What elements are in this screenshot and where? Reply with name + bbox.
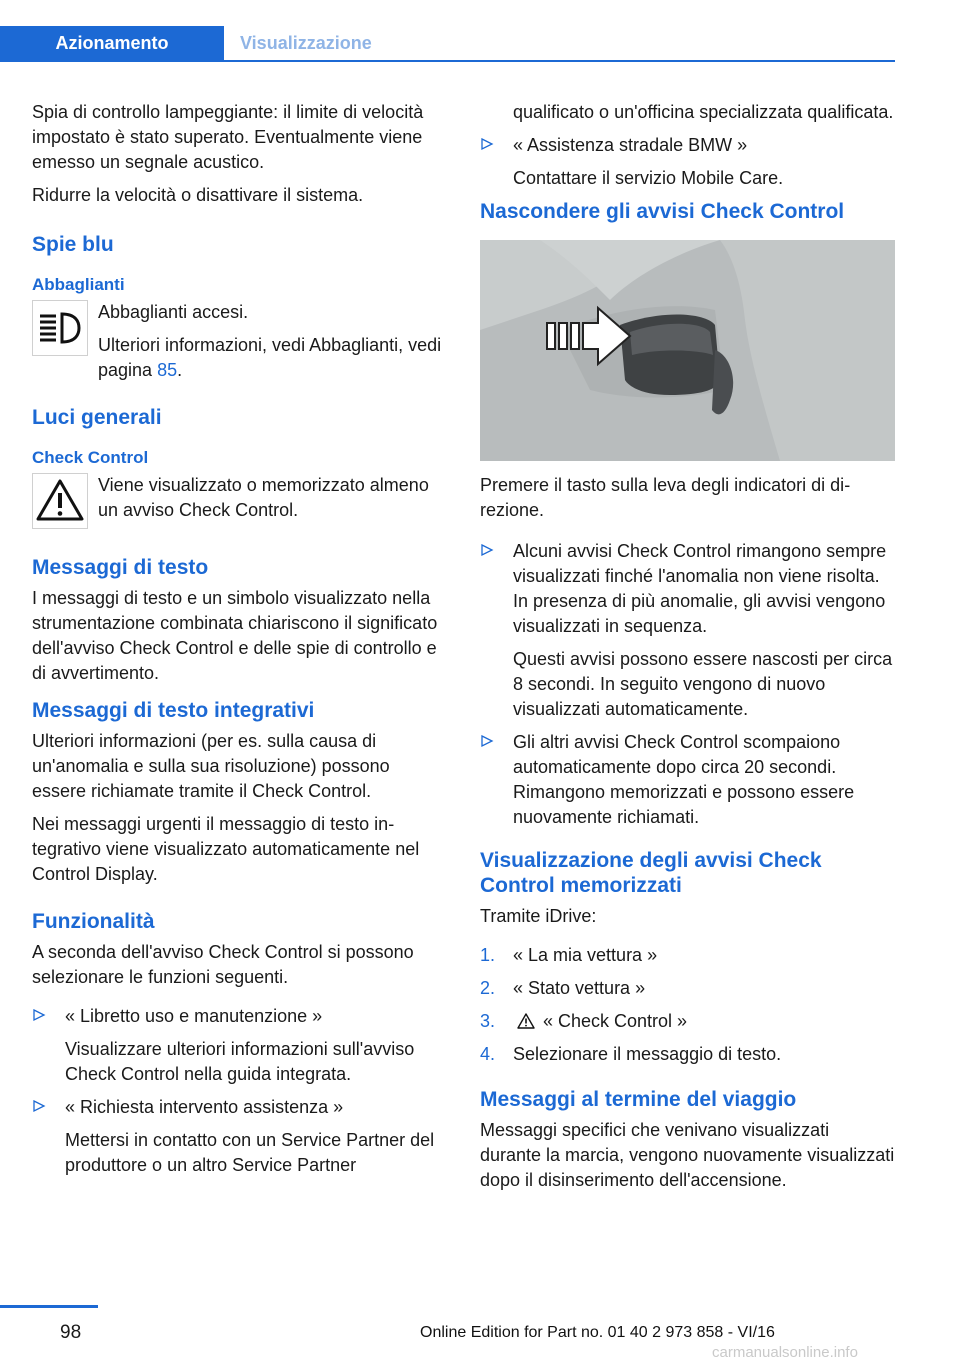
bullet-title: « Richiesta intervento assistenza » — [65, 1097, 344, 1117]
edition-label: Online Edition for Part no. 01 40 2 973 858 - VI/16 — [420, 1324, 775, 1341]
tab-azionamento[interactable]: Azionamento — [0, 26, 224, 62]
heading-visualizzazione: Visualizzazione degli avvisi Check Control memorizzati — [480, 849, 822, 897]
step-item — [480, 1009, 895, 1034]
step-number: 1. — [480, 945, 496, 965]
check-control-text: Viene visualizzato o memorizzato almeno un avviso Check Control. — [98, 475, 429, 520]
heading-check-control: Check Control — [32, 448, 149, 467]
heading-spie-blu: Spie blu — [32, 233, 114, 256]
step-text: Selezionare il messaggio di testo. — [513, 1044, 782, 1064]
bullet-title: « Libretto uso e manutenzione » — [65, 1006, 323, 1026]
step-number: 3. — [480, 1011, 496, 1031]
tramite-text: Tramite iDrive: — [480, 906, 597, 926]
bullet-triangle-icon — [32, 1099, 46, 1113]
step-text: « Stato vettura » — [513, 978, 646, 998]
heading-termine-viaggio: Messaggi al termine del viaggio — [480, 1088, 797, 1111]
turn-signal-lever-photo — [480, 240, 895, 461]
integrativi-text-2: Nei messaggi urgenti il messaggio di testo integrativo viene visualizzato automaticamente nel Control Display. — [32, 814, 420, 884]
step-item — [480, 1042, 895, 1067]
right-column — [480, 100, 895, 1201]
bullet-triangle-icon — [480, 137, 494, 151]
assist-list — [480, 133, 895, 191]
page-number: 98 — [60, 1322, 82, 1343]
step-item — [480, 976, 895, 1001]
footer-divider — [0, 1305, 98, 1308]
premere-text: Premere il tasto sulla leva degli indicatori di direzione. — [480, 475, 851, 520]
heading-luci-generali: Luci generali — [32, 406, 162, 429]
function-list — [32, 1004, 447, 1178]
abbaglianti-ref-end: . — [177, 360, 183, 380]
funzionalita-text: A seconda dell'avviso Check Control si possono selezionare le funzioni seguenti. — [32, 942, 414, 987]
heading-messaggi-di-testo: Messaggi di testo — [32, 556, 209, 579]
step-item — [480, 943, 895, 968]
page-link-85[interactable]: 85 — [157, 360, 178, 380]
check-control-block — [32, 473, 447, 533]
step-number: 4. — [480, 1044, 496, 1064]
header-tabs — [0, 26, 895, 62]
bullet-triangle-icon — [32, 1008, 46, 1022]
heading-funzionalita: Funzionalità — [32, 910, 155, 933]
continued-text: qualificato o un'officina specializzata qualificata. — [513, 102, 894, 122]
warning-triangle-icon — [32, 473, 88, 529]
list-item — [480, 730, 895, 830]
termine-text: Messaggi specifici che venivano visualizzati durante la marcia, vengono nuovamente visualizzati dopo il disinserimento dell'accensione. — [480, 1120, 895, 1190]
paragraph-reduce-speed: Ridurre la velocità o disattivare il sistema. — [32, 185, 364, 205]
watermark: carmanualsonline.info — [712, 1344, 858, 1361]
steps-list — [480, 943, 895, 1067]
warning-triangle-icon — [517, 1013, 535, 1029]
step-number: 2. — [480, 978, 496, 998]
bullet-body: Visualizzare ulteriori informazioni sull'avviso Check Control nella guida integrata. — [65, 1039, 415, 1084]
step-text: « Check Control » — [543, 1011, 688, 1031]
bullet-title: « Assistenza stradale BMW » — [513, 135, 748, 155]
list-item — [480, 133, 895, 191]
left-column — [32, 100, 447, 1186]
header-divider — [0, 60, 895, 62]
bullet-body: Mettersi in contatto con un Service Partner del produttore o un altro Service Partner — [65, 1130, 435, 1175]
list-item — [32, 1095, 447, 1178]
list-item — [32, 1004, 447, 1087]
tab-visualizzazione[interactable]: Visualizzazione — [240, 33, 372, 53]
integrativi-text-1: Ulteriori informazioni (per es. sulla causa di un'anomalia e sulla sua risoluzione) possono essere richiamate tramite il Check Control. — [32, 731, 390, 801]
bullet-triangle-icon — [480, 734, 494, 748]
high-beam-icon — [32, 300, 88, 356]
abbaglianti-text: Abbaglianti accesi. — [98, 302, 249, 322]
paragraph-speed-warning: Spia di controllo lampeggiante: il limite di velocità impostato è stato superato. Eventualmente viene emesso un segnale acustico. — [32, 102, 424, 172]
bullet-body: Questi avvisi possono essere nascosti per circa 8 secondi. In seguito vengono di nuovo visualizzati automaticamente. — [513, 649, 893, 719]
messaggi-text: I messaggi di testo e un simbolo visualizzato nella strumentazione combinata chiariscono il significato dell'avviso Check Control e delle spie di controllo e di avvertimento. — [32, 588, 438, 683]
heading-nascondere: Nascondere gli avvisi Check Control — [480, 200, 845, 223]
abbaglianti-ref-text: Ulteriori informazioni, vedi Abbaglianti, vedi pagina — [98, 335, 442, 380]
list-item — [480, 539, 895, 722]
hide-info-list — [480, 539, 895, 830]
heading-abbaglianti: Abbaglianti — [32, 275, 125, 294]
step-text: « La mia vettura » — [513, 945, 658, 965]
bullet-body: Contattare il servizio Mobile Care. — [513, 168, 784, 188]
abbaglianti-block — [32, 300, 447, 383]
heading-messaggi-integrativi: Messaggi di testo integrativi — [32, 699, 315, 722]
abbaglianti-ref — [98, 333, 447, 383]
bullet-body: Gli altri avvisi Check Control scompaiono automaticamente dopo circa 20 secondi. Rimangono memorizzati e possono essere nuovamente richiamati. — [513, 732, 855, 827]
bullet-triangle-icon — [480, 543, 494, 557]
bullet-body: Alcuni avvisi Check Control rimangono sempre visualizzati finché l'anomalia non viene risolta. In presenza di più anomalie, gli avvisi vengono visualizzati in sequenza. — [513, 541, 887, 636]
